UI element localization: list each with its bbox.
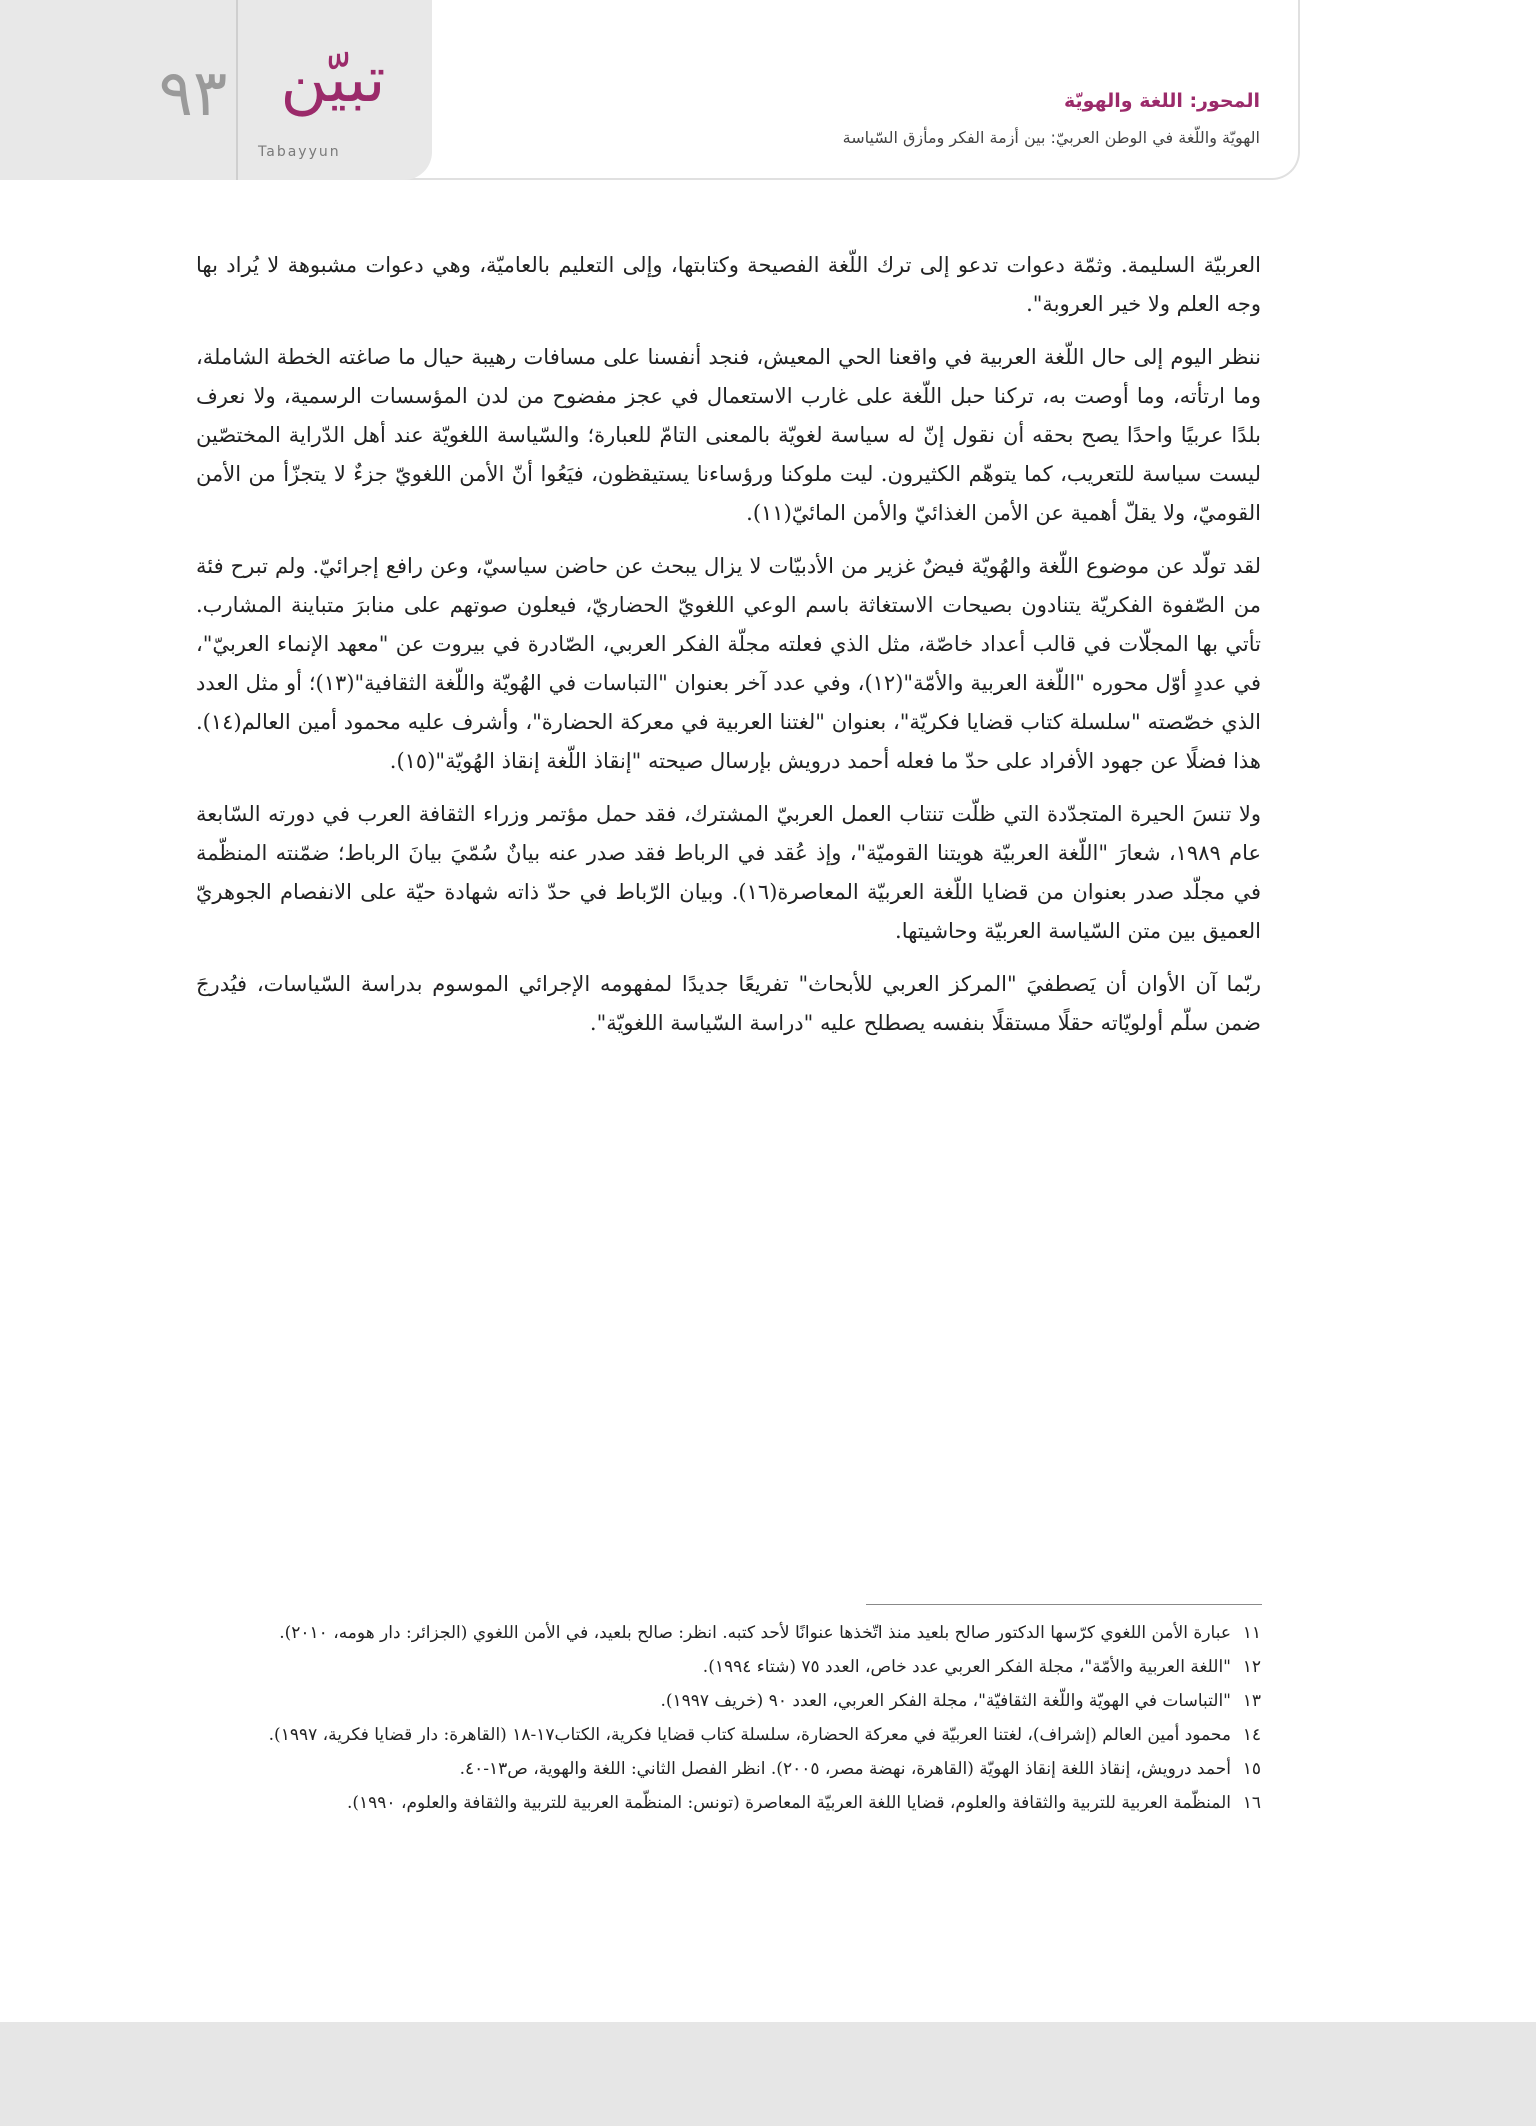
footnote-text: محمود أمين العالم (إشراف)، لغتنا العربيّة في معركة الحضارة، سلسلة كتاب قضايا فكرية، الكتاب١٧-١٨ (القاهرة: دار قضايا فكرية، ١٩٩٧). bbox=[268, 1725, 1231, 1745]
paragraph: ولا تنسَ الحيرة المتجدّدة التي ظلّت تنتاب العمل العربيّ المشترك، فقد حمل مؤتمر وزراء الثقافة العرب في دورته السّابعة عام ١٩٨٩، شعارَ "اللّغة العربيّة هويتنا القوميّة"، وإذ عُقد في الرباط فقد صدر عنه بيانٌ سُمّيَ بيانَ الرباط؛ ضمّنته المنظّمة في مجلّد صدر بعنوان من قضايا اللّغة العربيّة المعاصرة(١٦). وبيان الرّباط في حدّ ذاته شهادة حيّة على الانفصام الجوهريّ العميق بين متن السّياسة العربيّة وحاشيتها. bbox=[196, 802, 1261, 943]
page-number: ٩٣ bbox=[158, 57, 228, 131]
footnote-text: عبارة الأمن اللغوي كرّسها الدكتور صالح بلعيد منذ اتّخذها عنوانًا لأحد كتبه. انظر: صالح بلعيد، في الأمن اللغوي (الجزائر: دار هومه، ٢٠١٠). bbox=[279, 1623, 1231, 1643]
page-bottom-band bbox=[0, 2022, 1536, 2126]
footnote bbox=[196, 1686, 1261, 1716]
paragraph: ننظر اليوم إلى حال اللّغة العربية في واقعنا الحي المعيش، فنجد أنفسنا على مسافات رهيبة حيال ما صاغته الخطة الشاملة، وما ارتأته، وما أوصت به، تركنا حبل اللّغة على غارب الاستعمال في عجز مفضوح من لدن المؤسسات الرسمية، ولا نعرف بلدًا عربيًا واحدًا يصح بحقه أن نقول إنّ له سياسة لغويّة بالمعنى التامّ للعبارة؛ والسّياسة اللغويّة عند أهل الدّراية المختصّين ليست سياسة للتعريب، كما يتوهّم الكثيرون. ليت ملوكنا ورؤساءنا يستيقظون، فيَعُوا أنّ الأمن اللغويّ جزءٌ لا يتجزّأ من الأمن القوميّ، ولا يقلّ أهمية عن الأمن الغذائيّ والأمن المائيّ(١١). bbox=[196, 345, 1261, 525]
footnote-number: ١٣ bbox=[1242, 1691, 1261, 1711]
footnote-text: "اللغة العربية والأمّة"، مجلة الفكر العربي عدد خاص، العدد ٧٥ (شتاء ١٩٩٤). bbox=[702, 1657, 1231, 1677]
section-axis-label: المحور: اللغة والهويّة bbox=[1064, 90, 1260, 112]
journal-logo: تبيّن bbox=[280, 43, 386, 117]
logo-divider bbox=[236, 0, 238, 180]
footnote-separator bbox=[866, 1604, 1262, 1605]
article-body bbox=[196, 246, 1261, 1057]
footnote-text: المنظّمة العربية للتربية والثقافة والعلوم، قضايا اللغة العربيّة المعاصرة (تونس: المنظّمة العربية للتربية والثقافة والعلوم، ١٩٩٠). bbox=[346, 1793, 1231, 1813]
paragraph: ربّما آن الأوان أن يَصطفيَ "المركز العربي للأبحاث" تفريعًا جديدًا لمفهومه الإجرائي الموسوم بدراسة السّياسات، فيُدرجَ ضمن سلّم أولويّاته حقلًا مستقلًا بنفسه يصطلح عليه "دراسة السّياسة اللغويّة". bbox=[196, 972, 1261, 1035]
article-title: الهويّة واللّغة في الوطن العربيّ: بين أزمة الفكر ومأزق السّياسة bbox=[842, 128, 1260, 147]
paragraph: العربيّة السليمة. وثمّة دعوات تدعو إلى ترك اللّغة الفصيحة وكتابتها، وإلى التعليم بالعاميّة، وهي دعوات مشبوهة لا يُراد بها وجه العلم ولا خير العروبة". bbox=[196, 253, 1261, 316]
footnote bbox=[196, 1618, 1261, 1648]
footnote-number: ١١ bbox=[1242, 1623, 1261, 1643]
logo-panel bbox=[0, 0, 432, 180]
footnote-number: ١٦ bbox=[1242, 1793, 1261, 1813]
footnote-number: ١٤ bbox=[1242, 1725, 1261, 1745]
footnote-number: ١٥ bbox=[1242, 1759, 1261, 1779]
footnote-text: "التباسات في الهويّة واللّغة الثقافيّة"، مجلة الفكر العربي، العدد ٩٠ (خريف ١٩٩٧). bbox=[660, 1691, 1231, 1711]
paragraph: لقد تولّد عن موضوع اللّغة والهُويّة فيضٌ غزير من الأدبيّات لا يزال يبحث عن حاضن سياسيّ، وعن رافع إجرائيّ. ولم تبرح فئة من الصّفوة الفكريّة يتنادون بصيحات الاستغاثة باسم الوعي اللغويّ الحضاريّ، فيعلون صوتهم على منابرَ متباينة المشارب. تأتي بها المجلّات في قالب أعداد خاصّة، مثل الذي فعلته مجلّة الفكر العربي، الصّادرة في بيروت عن "معهد الإنماء العربيّ"، في عددٍ أوّل محوره "اللّغة العربية والأمّة"(١٢)، وفي عدد آخر بعنوان "التباسات في الهُويّة واللّغة الثقافية"(١٣)؛ أو مثل العدد الذي خصّصته "سلسلة كتاب قضايا فكريّة"، بعنوان "لغتنا العربية في معركة الحضارة"، وأشرف عليه محمود أمين العالم(١٤). هذا فضلًا عن جهود الأفراد على حدّ ما فعله أحمد درويش بإرسال صيحته "إنقاذ اللّغة إنقاذ الهُويّة"(١٥). bbox=[196, 554, 1261, 773]
footnote-text: أحمد درويش، إنقاذ اللغة إنقاذ الهويّة (القاهرة، نهضة مصر، ٢٠٠٥). انظر الفصل الثاني: اللغة والهوية، ص١٣-٤٠. bbox=[459, 1759, 1231, 1779]
footnote bbox=[196, 1754, 1261, 1784]
footnotes bbox=[196, 1618, 1261, 1822]
footnote bbox=[196, 1788, 1261, 1818]
footnote bbox=[196, 1652, 1261, 1682]
footnote bbox=[196, 1720, 1261, 1750]
journal-logo-latin: Tabayyun bbox=[258, 144, 341, 160]
footnote-number: ١٢ bbox=[1242, 1657, 1261, 1677]
